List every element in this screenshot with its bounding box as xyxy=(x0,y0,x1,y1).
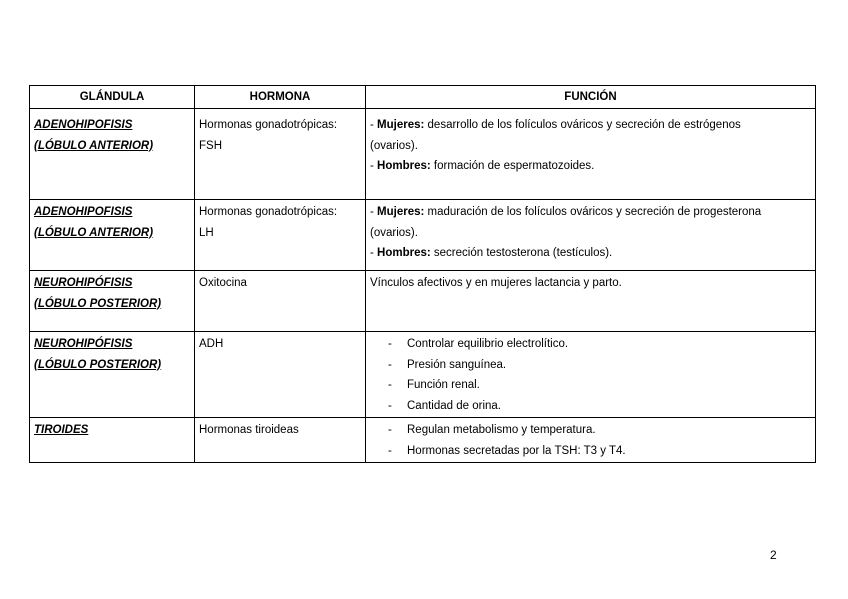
function-cell xyxy=(366,332,816,418)
list-item: - Hormonas secretadas por la TSH: T3 y T4. xyxy=(388,444,626,457)
function-line: (ovarios). xyxy=(370,226,418,239)
gland-name: NEUROHIPÓFISIS xyxy=(34,338,133,350)
header-function: FUNCIÓN xyxy=(366,86,816,109)
list-item: - Controlar equilibrio electrolítico. xyxy=(388,338,569,350)
hormone-cell xyxy=(195,332,366,418)
hormone-name: Hormonas gonadotrópicas: xyxy=(199,206,338,218)
gland-cell xyxy=(30,109,195,200)
hormone-abbr: FSH xyxy=(199,139,222,152)
function-cell xyxy=(366,418,816,463)
hormone-name: ADH xyxy=(199,338,224,350)
gland-lobe: (LÓBULO POSTERIOR) xyxy=(34,358,162,371)
gland-cell xyxy=(30,332,195,418)
header-gland: GLÁNDULA xyxy=(30,86,195,109)
table-row xyxy=(30,109,816,200)
function-line: Vínculos afectivos y en mujeres lactancia y parto. xyxy=(370,277,622,289)
gland-cell xyxy=(30,200,195,271)
header-hormone: HORMONA xyxy=(195,86,366,109)
list-item: - Función renal. xyxy=(388,379,480,391)
table-row xyxy=(30,332,816,418)
gland-cell xyxy=(30,418,195,463)
hormone-abbr: LH xyxy=(199,226,214,239)
hormone-cell xyxy=(195,200,366,271)
function-cell xyxy=(366,200,816,271)
function-line: - Mujeres: desarrollo de los folículos ováricos y secreción de estrógenos xyxy=(370,119,741,131)
page-number: 2 xyxy=(770,548,777,562)
table-header-row xyxy=(30,86,816,109)
function-bullet-list xyxy=(370,420,811,461)
hormone-name: Oxitocina xyxy=(199,277,247,289)
gland-lobe: (LÓBULO ANTERIOR) xyxy=(34,139,154,152)
function-cell xyxy=(366,109,816,200)
table-row xyxy=(30,271,816,332)
function-bullet-list xyxy=(370,334,811,416)
gland-lobe: (LÓBULO ANTERIOR) xyxy=(34,226,154,239)
hormone-cell xyxy=(195,109,366,200)
function-line: - Hombres: secreción testosterona (testículos). xyxy=(370,247,613,259)
gland-name: NEUROHIPÓFISIS xyxy=(34,277,133,289)
hormone-name: Hormonas tiroideas xyxy=(199,424,299,436)
gland-name: TIROIDES xyxy=(34,424,89,436)
hormone-name: Hormonas gonadotrópicas: xyxy=(199,119,338,131)
hormone-cell xyxy=(195,418,366,463)
hormone-cell xyxy=(195,271,366,332)
gland-name: ADENOHIPOFISIS xyxy=(34,206,133,218)
gland-lobe: (LÓBULO POSTERIOR) xyxy=(34,297,162,310)
function-cell xyxy=(366,271,816,332)
function-line: (ovarios). xyxy=(370,139,418,152)
function-line: - Mujeres: maduración de los folículos ováricos y secreción de progesterona xyxy=(370,206,762,218)
list-item: - Regulan metabolismo y temperatura. xyxy=(388,424,596,436)
table-row xyxy=(30,200,816,271)
table-row xyxy=(30,418,816,463)
list-item: - Cantidad de orina. xyxy=(388,399,501,412)
hormone-table xyxy=(29,85,816,463)
gland-cell xyxy=(30,271,195,332)
function-line: - Hombres: formación de espermatozoides. xyxy=(370,160,595,172)
gland-name: ADENOHIPOFISIS xyxy=(34,119,133,131)
list-item: - Presión sanguínea. xyxy=(388,358,507,371)
